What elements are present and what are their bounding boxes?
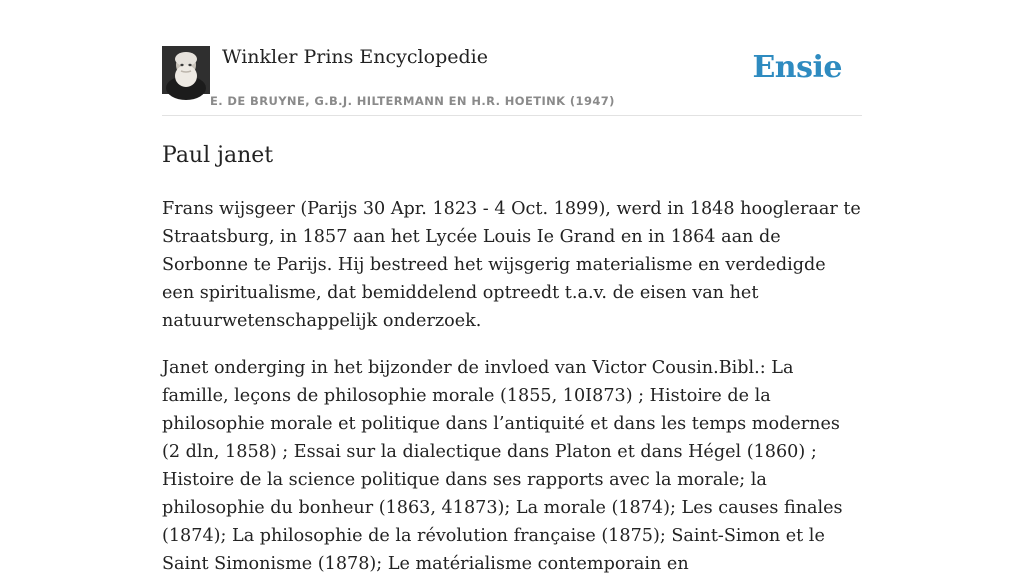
article-paragraph: Janet onderging in het bijzonder de invloed van Victor Cousin.Bibl.: La famille, leçons de philosophie morale (1855, 10I873) ; Histoire de la philosophie morale et politique dans l’antiquité et dans les temps modernes (2 dln, 1858) ; Essai sur la dialectique dans Platon et dans Hégel (1860) ; Histoire de la science politique dans ses rapports avec la morale; la philosophie du bonheur (1863, 41873); La morale (1874); Les causes finales (1874); La philosophie de la révolution française (1875); Saint-Simon et le Saint Simonisme (1878); Le matérialisme contemporain en (162, 358, 843, 574)
article-title: Paul janet (162, 143, 274, 168)
page (162, 0, 862, 578)
avatar[interactable] (162, 46, 210, 94)
brand-logo[interactable]: Ensie (752, 50, 842, 85)
source-title[interactable]: Winkler Prins Encyclopedie (222, 46, 488, 68)
source-header (162, 0, 862, 116)
source-authors: E. DE BRUYNE, G.B.J. HILTERMANN EN H.R. HOETINK (1947) (210, 94, 615, 108)
bearded-man-portrait-icon (162, 46, 210, 94)
article-paragraph: Frans wijsgeer (Parijs 30 Apr. 1823 - 4 Oct. 1899), werd in 1848 hoogleraar te Straatsburg, in 1857 aan het Lycée Louis Ie Grand en in 1864 aan de Sorbonne te Parijs. Hij bestreed het wijsgerig materialisme en verdedigde een spiritualisme, dat bemiddelend optreedt t.a.v. de eisen van het natuurwetenschappelijk onderzoek. (162, 199, 861, 331)
